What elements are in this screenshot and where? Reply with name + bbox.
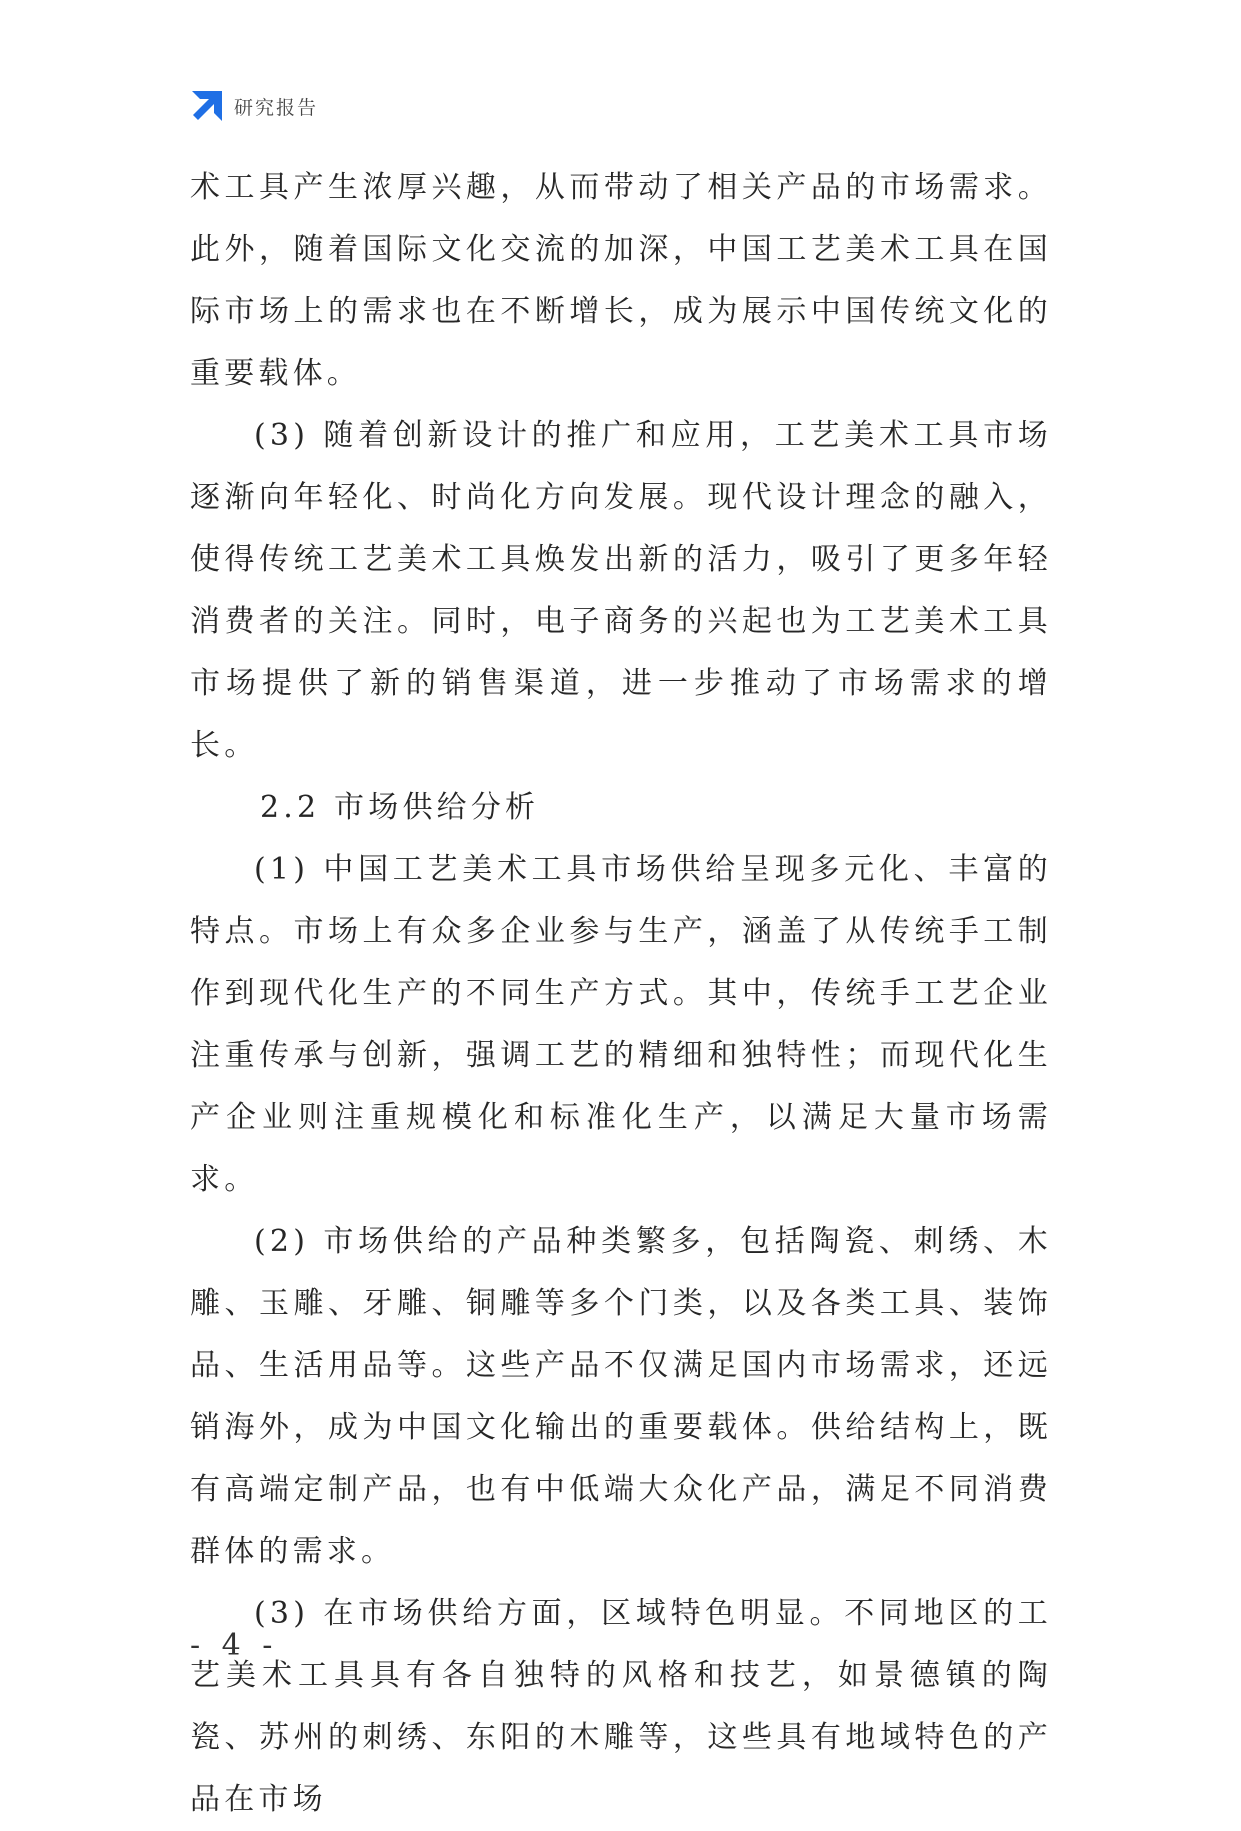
section-heading-2-2: 2.2 市场供给分析 <box>260 790 540 825</box>
paragraph-supply-2: (2) 市场供给的产品种类繁多，包括陶瓷、刺绣、木雕、玉雕、牙雕、铜雕等多个门类，以及各类工具、装饰品、生活用品等。这些产品不仅满足国内市场需求，还远销海外，成为中国文化输出的重要载体。供给结构上，既有高端定制产品，也有中低端大众化产品，满足不同消费群体的需求。 <box>190 1224 1052 1569</box>
paragraph-supply-3: (3) 在市场供给方面，区域特色明显。不同地区的工艺美术工具具有各自独特的风格和技艺，如景德镇的陶瓷、苏州的刺绣、东阳的木雕等，这些具有地域特色的产品在市场 <box>190 1596 1052 1817</box>
page-number: - 4 - <box>190 1628 279 1663</box>
paragraph-supply-1: (1) 中国工艺美术工具市场供给呈现多元化、丰富的特点。市场上有众多企业参与生产，涵盖了从传统手工制作到现代化生产的不同生产方式。其中，传统手工艺企业注重传承与创新，强调工艺的精细和独特性；而现代化生产企业则注重规模化和标准化生产，以满足大量市场需求。 <box>190 852 1052 1197</box>
arrow-up-right-logo-icon <box>190 89 224 123</box>
document-body <box>190 157 1052 1831</box>
header-title: 研究报告 <box>234 96 319 119</box>
report-header <box>190 89 318 123</box>
paragraph-demand-3: (3) 随着创新设计的推广和应用，工艺美术工具市场逐渐向年轻化、时尚化方向发展。现代设计理念的融入，使得传统工艺美术工具焕发出新的活力，吸引了更多年轻消费者的关注。同时，电子商务的兴起也为工艺美术工具市场提供了新的销售渠道，进一步推动了市场需求的增长。 <box>190 418 1052 763</box>
paragraph-continuation: 术工具产生浓厚兴趣，从而带动了相关产品的市场需求。此外，随着国际文化交流的加深，中国工艺美术工具在国际市场上的需求也在不断增长，成为展示中国传统文化的重要载体。 <box>190 170 1052 391</box>
